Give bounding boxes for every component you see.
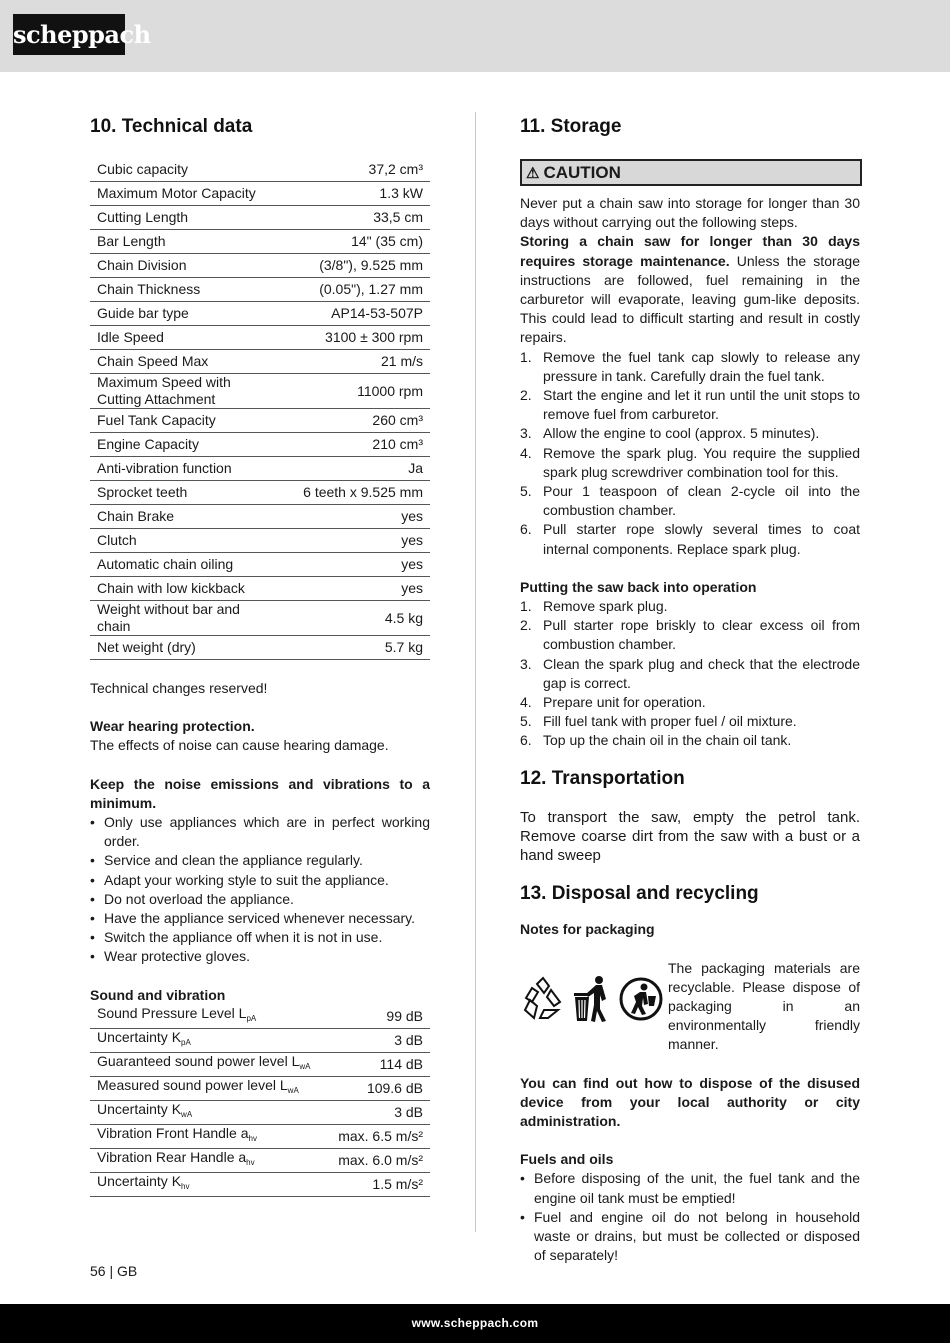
table-row: [90, 1100, 430, 1124]
list-number: 4.: [520, 694, 532, 711]
fuels-bullet-list: [520, 1169, 860, 1265]
recycling-icons: [520, 959, 668, 1039]
spec-label: Engine Capacity: [90, 433, 274, 457]
storage-intro: Never put a chain saw into storage for longer than 30 days without carrying out the following steps.: [520, 195, 860, 231]
list-number: 2.: [520, 387, 532, 404]
list-number: 3.: [520, 655, 532, 672]
spec-value: 14" (35 cm): [274, 230, 430, 254]
section-heading-disposal: 13. Disposal and recycling: [520, 883, 759, 905]
warning-triangle-icon: ⚠: [526, 165, 540, 182]
list-item: • Only use appliances which are in perfect working order.: [90, 814, 430, 850]
spec-value: 37,2 cm³: [274, 158, 430, 182]
spec-label: Chain Division: [90, 254, 274, 278]
table-row: [90, 350, 430, 374]
list-item: • Wear protective gloves.: [90, 947, 430, 966]
list-item: 6. Pull starter rope slowly several times to coat internal components. Replace spark plug.: [520, 521, 860, 557]
spec-label: Chain Thickness: [90, 278, 274, 302]
technical-changes-note: Technical changes reserved!: [90, 680, 268, 696]
list-number: 1.: [520, 348, 532, 365]
spec-label: Clutch: [90, 529, 274, 553]
spec-value: 5.7 kg: [274, 636, 430, 660]
noise-bullet-list: [90, 813, 430, 967]
list-item: • Service and clean the appliance regularly.: [90, 851, 430, 870]
sound-label: Uncertainty $K_{wA}$: [90, 1100, 331, 1124]
sound-value: 114 dB: [331, 1052, 430, 1076]
packaging-title: Notes for packaging: [520, 921, 655, 938]
packaging-text: The packaging materials are recyclable. Please dispose of packaging in an environmentally friendly manner.: [668, 959, 860, 1053]
list-item: 5. Pour 1 teaspoon of clean 2-cycle oil into the combustion chamber.: [520, 483, 860, 519]
spec-label: Chain with low kickback: [90, 577, 274, 601]
spec-value: 21 m/s: [274, 350, 430, 374]
list-item: • Switch the appliance off when it is not in use.: [90, 928, 430, 947]
table-row: [90, 1028, 430, 1052]
table-row: [90, 1005, 430, 1029]
table-row: [90, 206, 430, 230]
table-row: [90, 505, 430, 529]
list-number: 1.: [520, 598, 532, 615]
spec-label: Chain Speed Max: [90, 350, 274, 374]
sound-label: Uncertainty $K_{hv}$: [90, 1172, 331, 1196]
storage-steps-list: [520, 348, 860, 559]
spec-value: 1.3 kW: [274, 182, 430, 206]
sound-label: Vibration Rear Handle $a_{hv}$: [90, 1148, 331, 1172]
list-item: 3. Allow the engine to cool (approx. 5 minutes).: [520, 424, 860, 443]
waste-bin-icon: [572, 975, 612, 1023]
list-number: 6.: [520, 521, 532, 538]
table-row: [90, 636, 430, 660]
column-divider: [475, 112, 476, 1232]
table-row: [90, 1172, 430, 1196]
list-item: • Have the appliance serviced whenever necessary.: [90, 909, 430, 928]
spec-label: Automatic chain oiling: [90, 553, 274, 577]
list-item: 1. Remove spark plug.: [520, 597, 860, 616]
sound-value: 109.6 dB: [331, 1076, 430, 1100]
table-row: [90, 577, 430, 601]
section-heading-technical-data: 10. Technical data: [90, 116, 253, 137]
table-row: [90, 1148, 430, 1172]
list-number: 6.: [520, 732, 532, 749]
spec-value: 4.5 kg: [274, 601, 430, 636]
spec-label: Bar Length: [90, 230, 274, 254]
sound-value: 3 dB: [331, 1028, 430, 1052]
list-number: 5.: [520, 713, 532, 730]
spec-value: yes: [274, 553, 430, 577]
bullet-icon: •: [520, 1170, 525, 1187]
recycle-icon: [520, 976, 566, 1022]
list-number: 3.: [520, 425, 532, 442]
left-column: [90, 112, 430, 1197]
sound-value: 1.5 m/s²: [331, 1172, 430, 1196]
section-heading-storage: 11. Storage: [520, 116, 622, 137]
table-row: [90, 1052, 430, 1076]
spec-value: 11000 rpm: [274, 374, 430, 409]
sound-label: Sound Pressure Level $L_{pA}$: [90, 1005, 331, 1029]
spec-value: yes: [274, 529, 430, 553]
wear-hearing-title: Wear hearing protection.: [90, 718, 255, 735]
bullet-icon: •: [90, 890, 95, 907]
spec-value: (0.05"), 1.27 mm: [274, 278, 430, 302]
spec-value: 260 cm³: [274, 409, 430, 433]
bullet-icon: •: [90, 852, 95, 869]
keep-emissions-title: Keep the noise emissions and vibrations to a minimum.: [90, 775, 430, 811]
right-column: [520, 112, 860, 1265]
list-number: 4.: [520, 444, 532, 461]
caution-label: CAUTION: [543, 163, 621, 182]
list-item: 2. Start the engine and let it run until the unit stops to remove fuel from carburetor.: [520, 387, 860, 423]
sound-vibration-title: Sound and vibration: [90, 986, 226, 1003]
brand-logo: scheppach: [13, 14, 125, 55]
list-item: 1. Remove the fuel tank cap slowly to release any pressure in tank. Carefully drain the fuel tank.: [520, 348, 860, 384]
bullet-icon: •: [90, 929, 95, 946]
fuels-oils-title: Fuels and oils: [520, 1151, 614, 1168]
list-item: • Fuel and engine oil do not belong in household waste or drains, but must be collected or disposed of separately!: [520, 1208, 860, 1264]
bullet-icon: •: [520, 1208, 525, 1225]
authority-note: You can find out how to dispose of the disused device from your local authority or city administration.: [520, 1074, 860, 1129]
caution-box: [520, 159, 862, 186]
sound-label: Vibration Front Handle $a_{hv}$: [90, 1124, 331, 1148]
technical-data-table: [90, 158, 430, 660]
list-item: • Do not overload the appliance.: [90, 890, 430, 909]
spec-label: Sprocket teeth: [90, 481, 274, 505]
sound-label: Uncertainty $K_{pA}$: [90, 1028, 331, 1052]
footer-url[interactable]: www.scheppach.com: [411, 1316, 539, 1330]
page-footer: [0, 1304, 950, 1343]
page-number: 56 | GB: [90, 1263, 138, 1279]
spec-value: (3/8"), 9.525 mm: [274, 254, 430, 278]
spec-value: yes: [274, 577, 430, 601]
spec-value: AP14-53-507P: [274, 302, 430, 326]
spec-label: Maximum Motor Capacity: [90, 182, 274, 206]
list-item: • Before disposing of the unit, the fuel tank and the engine oil tank must be emptied!: [520, 1170, 860, 1206]
spec-label: Fuel Tank Capacity: [90, 409, 274, 433]
spec-label: Chain Brake: [90, 505, 274, 529]
list-item: • Adapt your working style to suit the appliance.: [90, 871, 430, 890]
spec-value: yes: [274, 505, 430, 529]
bullet-icon: •: [90, 910, 95, 927]
spec-label: Net weight (dry): [90, 636, 274, 660]
list-item: 4. Remove the spark plug. You require the supplied spark plug screwdriver combination tool for this.: [520, 444, 860, 480]
table-row: [90, 302, 430, 326]
section-heading-transportation: 12. Transportation: [520, 767, 685, 789]
bullet-icon: •: [90, 871, 95, 888]
spec-label: Guide bar type: [90, 302, 274, 326]
bullet-icon: •: [90, 814, 95, 831]
table-row: [90, 457, 430, 481]
sound-value: max. 6.5 m/s²: [331, 1124, 430, 1148]
list-item: 5. Fill fuel tank with proper fuel / oil mixture.: [520, 712, 860, 731]
spec-value: Ja: [274, 457, 430, 481]
bullet-icon: •: [90, 948, 95, 965]
spec-label: Idle Speed: [90, 326, 274, 350]
table-row: [90, 326, 430, 350]
list-item: 6. Top up the chain oil in the chain oil tank.: [520, 731, 860, 750]
spec-label: Weight without bar and chain: [90, 601, 274, 636]
list-item: 4. Prepare unit for operation.: [520, 693, 860, 712]
spec-label: Anti-vibration function: [90, 457, 274, 481]
table-row: [90, 158, 430, 182]
sound-value: 3 dB: [331, 1100, 430, 1124]
spec-value: 3100 ± 300 rpm: [274, 326, 430, 350]
spec-value: 6 teeth x 9.525 mm: [274, 481, 430, 505]
packaging-note: [520, 959, 860, 1055]
sound-value: 99 dB: [331, 1005, 430, 1029]
spec-value: 33,5 cm: [274, 206, 430, 230]
sound-value: max. 6.0 m/s²: [331, 1148, 430, 1172]
back-into-operation-list: [520, 597, 860, 751]
spec-label: Maximum Speed with Cutting Attachment: [90, 374, 274, 409]
table-row: [90, 374, 430, 409]
spec-label: Cubic capacity: [90, 158, 274, 182]
back-into-operation-title: Putting the saw back into operation: [520, 578, 757, 595]
table-row: [90, 1076, 430, 1100]
table-row: [90, 481, 430, 505]
table-row: [90, 182, 430, 206]
list-number: 2.: [520, 617, 532, 634]
page-header: [0, 0, 950, 72]
spec-value: 210 cm³: [274, 433, 430, 457]
table-row: [90, 230, 430, 254]
sound-vibration-table: [90, 1005, 430, 1197]
table-row: [90, 601, 430, 636]
table-row: [90, 553, 430, 577]
table-row: [90, 433, 430, 457]
table-row: [90, 1124, 430, 1148]
spec-label: Cutting Length: [90, 206, 274, 230]
table-row: [90, 254, 430, 278]
storage-maintenance-text: Storing a chain saw for longer than 30 days requires storage maintenance. Unless the storage instructions are followed, fuel remaining in the carburetor will evaporate, leaving gum-like deposits. This could lead to difficult starting and result in costly repairs.: [520, 233, 861, 346]
transport-text: To transport the saw, empty the petrol tank. Remove coarse dirt from the saw with a bust or a hand sweep: [520, 808, 860, 865]
table-row: [90, 529, 430, 553]
sound-label: Measured sound power level $L_{wA}$: [90, 1076, 331, 1100]
sound-label: Guaranteed sound power level $L_{wA}$: [90, 1052, 331, 1076]
wear-hearing-text: The effects of noise can cause hearing damage.: [90, 737, 389, 754]
table-row: [90, 278, 430, 302]
environment-friendly-icon: [618, 976, 664, 1022]
list-item: 2. Pull starter rope briskly to clear excess oil from combustion chamber.: [520, 617, 860, 653]
list-number: 5.: [520, 483, 532, 500]
list-item: 3. Clean the spark plug and check that the electrode gap is correct.: [520, 655, 860, 691]
table-row: [90, 409, 430, 433]
